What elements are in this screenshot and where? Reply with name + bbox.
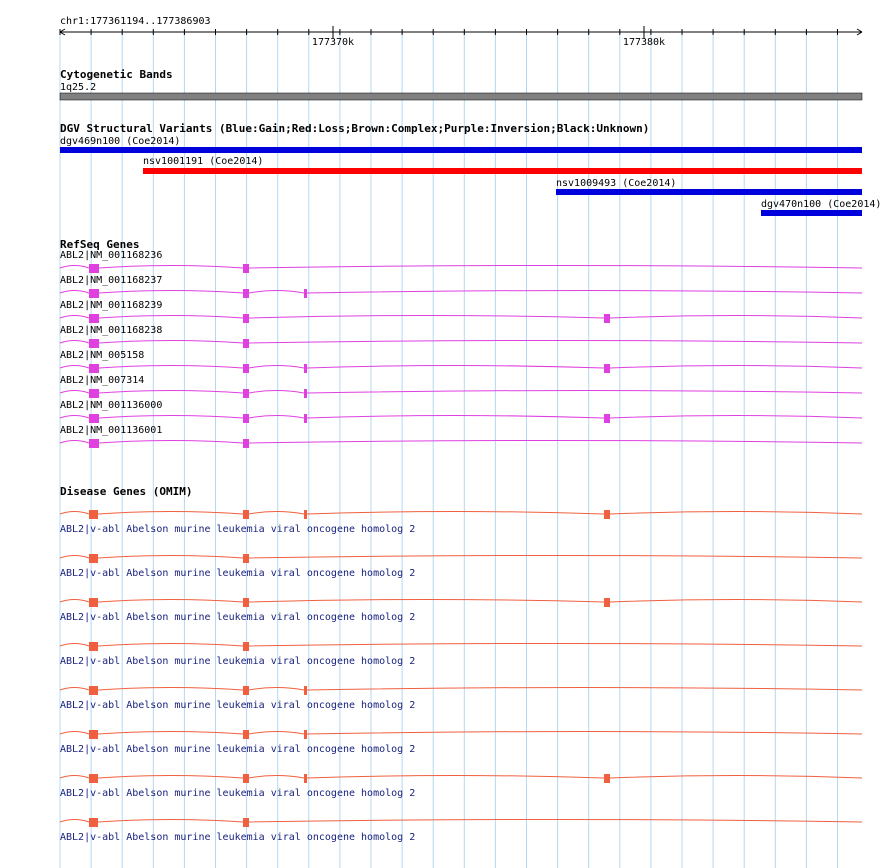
intron-line bbox=[610, 776, 862, 779]
intron-line bbox=[249, 688, 304, 691]
intron-line bbox=[610, 512, 862, 515]
exon-block bbox=[89, 774, 98, 783]
exon-block bbox=[89, 510, 98, 519]
exon-block bbox=[243, 774, 249, 783]
exon-block bbox=[89, 554, 98, 563]
intron-line bbox=[307, 512, 604, 515]
intron-line bbox=[60, 776, 89, 779]
refseq-transcript[interactable] bbox=[60, 439, 862, 448]
intron-line bbox=[307, 416, 604, 419]
transcript-label: ABL2|NM_001136000 bbox=[60, 400, 163, 411]
intron-line bbox=[307, 391, 862, 394]
intron-line bbox=[249, 776, 304, 779]
intron-line bbox=[307, 776, 604, 779]
omim-gene[interactable] bbox=[60, 818, 862, 827]
intron-line bbox=[60, 291, 89, 294]
intron-line bbox=[98, 644, 243, 647]
intron-line bbox=[99, 266, 243, 269]
exon-block bbox=[243, 510, 249, 519]
intron-line bbox=[60, 512, 89, 515]
omim-gene-label: ABL2|v-abl Abelson murine leukemia viral oncogene homolog 2 bbox=[60, 612, 416, 623]
variant-loss-bar[interactable] bbox=[143, 168, 862, 174]
intron-line bbox=[99, 391, 243, 394]
exon-block bbox=[243, 314, 249, 323]
exon-block bbox=[304, 774, 307, 783]
intron-line bbox=[99, 366, 243, 369]
intron-line bbox=[99, 341, 243, 344]
exon-block bbox=[304, 510, 307, 519]
dgv-track bbox=[60, 122, 881, 216]
omim-gene[interactable] bbox=[60, 642, 862, 651]
intron-line bbox=[60, 391, 89, 394]
refseq-transcript[interactable] bbox=[60, 389, 862, 398]
intron-line bbox=[99, 291, 243, 294]
cytoband-label: 1q25.2 bbox=[60, 82, 97, 93]
exon-block bbox=[243, 642, 249, 651]
intron-line bbox=[249, 600, 604, 603]
omim-gene[interactable] bbox=[60, 774, 862, 783]
intron-line bbox=[60, 688, 89, 691]
exon-block bbox=[243, 598, 249, 607]
transcript-label: ABL2|NM_001168237 bbox=[60, 275, 163, 286]
omim-gene-label: ABL2|v-abl Abelson murine leukemia viral oncogene homolog 2 bbox=[60, 656, 416, 667]
exon-block bbox=[89, 339, 99, 348]
intron-line bbox=[99, 416, 243, 419]
exon-block bbox=[89, 389, 99, 398]
exon-block bbox=[243, 414, 249, 423]
refseq-track-title: RefSeq Genes bbox=[60, 238, 140, 251]
intron-line bbox=[610, 366, 862, 369]
exon-block bbox=[243, 554, 249, 563]
exon-block bbox=[604, 314, 610, 323]
exon-block bbox=[243, 818, 249, 827]
exon-block bbox=[604, 774, 610, 783]
exon-block bbox=[89, 730, 98, 739]
intron-line bbox=[307, 688, 862, 691]
omim-track-title: Disease Genes (OMIM) bbox=[60, 485, 193, 498]
refseq-transcript[interactable] bbox=[60, 364, 862, 373]
intron-line bbox=[60, 556, 89, 559]
exon-block bbox=[89, 364, 99, 373]
intron-line bbox=[249, 291, 304, 294]
intron-line bbox=[98, 556, 243, 559]
intron-line bbox=[249, 512, 304, 515]
intron-line bbox=[60, 820, 89, 823]
intron-line bbox=[98, 732, 243, 735]
transcript-label: ABL2|NM_001168238 bbox=[60, 325, 163, 336]
variant-gain-bar[interactable] bbox=[60, 147, 862, 153]
exon-block bbox=[604, 364, 610, 373]
intron-line bbox=[249, 441, 862, 444]
cytoband-bar[interactable] bbox=[60, 93, 862, 100]
exon-block bbox=[89, 818, 98, 827]
exon-block bbox=[243, 289, 249, 298]
intron-line bbox=[99, 441, 243, 444]
exon-block bbox=[89, 439, 99, 448]
intron-line bbox=[249, 366, 304, 369]
intron-line bbox=[60, 266, 89, 269]
intron-line bbox=[610, 416, 862, 419]
intron-line bbox=[249, 416, 304, 419]
coordinate-ruler[interactable] bbox=[60, 16, 862, 48]
refseq-transcript[interactable] bbox=[60, 314, 862, 323]
region-label: chr1:177361194..177386903 bbox=[60, 16, 211, 27]
intron-line bbox=[610, 316, 862, 319]
exon-block bbox=[304, 289, 307, 298]
transcript-label: ABL2|NM_007314 bbox=[60, 375, 145, 386]
intron-line bbox=[98, 688, 243, 691]
transcript-label: ABL2|NM_001168239 bbox=[60, 300, 163, 311]
intron-line bbox=[60, 644, 89, 647]
omim-gene[interactable] bbox=[60, 686, 862, 695]
variant-label: nsv1001191 (Coe2014) bbox=[143, 156, 264, 167]
ruler-tick-label: 177370k bbox=[311, 37, 355, 48]
transcript-label: ABL2|NM_001136001 bbox=[60, 425, 163, 436]
intron-line bbox=[60, 341, 89, 344]
omim-gene[interactable] bbox=[60, 730, 862, 739]
exon-block bbox=[243, 686, 249, 695]
intron-line bbox=[307, 732, 862, 735]
omim-gene-label: ABL2|v-abl Abelson murine leukemia viral oncogene homolog 2 bbox=[60, 700, 416, 711]
intron-line bbox=[610, 600, 862, 603]
intron-line bbox=[249, 732, 304, 735]
omim-track bbox=[60, 485, 862, 843]
intron-line bbox=[249, 266, 862, 269]
exon-block bbox=[89, 314, 99, 323]
intron-line bbox=[249, 556, 862, 559]
exon-block bbox=[243, 439, 249, 448]
intron-line bbox=[249, 644, 862, 647]
omim-gene[interactable] bbox=[60, 510, 862, 519]
exon-block bbox=[304, 364, 307, 373]
intron-line bbox=[60, 366, 89, 369]
intron-line bbox=[60, 416, 89, 419]
intron-line bbox=[60, 441, 89, 444]
exon-block bbox=[89, 598, 98, 607]
transcript-label: ABL2|NM_005158 bbox=[60, 350, 145, 361]
exon-block bbox=[243, 264, 249, 273]
exon-block bbox=[304, 686, 307, 695]
exon-block bbox=[243, 389, 249, 398]
dgv-track-title: DGV Structural Variants (Blue:Gain;Red:Loss;Brown:Complex;Purple:Inversion;Black:Unknown) bbox=[60, 122, 650, 135]
refseq-transcript[interactable] bbox=[60, 414, 862, 423]
intron-line bbox=[307, 291, 862, 294]
refseq-transcript[interactable] bbox=[60, 339, 862, 348]
intron-line bbox=[98, 512, 243, 515]
intron-line bbox=[307, 366, 604, 369]
exon-block bbox=[89, 686, 98, 695]
intron-line bbox=[98, 600, 243, 603]
exon-block bbox=[304, 389, 307, 398]
exon-block bbox=[304, 414, 307, 423]
variant-gain-bar[interactable] bbox=[556, 189, 862, 195]
intron-line bbox=[249, 341, 862, 344]
intron-line bbox=[249, 391, 304, 394]
omim-gene[interactable] bbox=[60, 554, 862, 563]
variant-label: nsv1009493 (Coe2014) bbox=[556, 178, 677, 189]
cytoband-track-title: Cytogenetic Bands bbox=[60, 68, 173, 81]
omim-gene-label: ABL2|v-abl Abelson murine leukemia viral oncogene homolog 2 bbox=[60, 788, 416, 799]
exon-block bbox=[604, 598, 610, 607]
exon-block bbox=[243, 339, 249, 348]
omim-gene-label: ABL2|v-abl Abelson murine leukemia viral oncogene homolog 2 bbox=[60, 832, 416, 843]
intron-line bbox=[60, 316, 89, 319]
exon-block bbox=[89, 642, 98, 651]
intron-line bbox=[249, 820, 862, 823]
exon-block bbox=[604, 510, 610, 519]
exon-block bbox=[304, 730, 307, 739]
cytoband-track bbox=[60, 68, 862, 100]
transcript-label: ABL2|NM_001168236 bbox=[60, 250, 163, 261]
exon-block bbox=[243, 730, 249, 739]
intron-line bbox=[249, 316, 604, 319]
variant-label: dgv470n100 (Coe2014) bbox=[761, 199, 882, 210]
intron-line bbox=[99, 316, 243, 319]
intron-line bbox=[60, 732, 89, 735]
ruler-tick-label: 177380k bbox=[622, 37, 666, 48]
omim-gene[interactable] bbox=[60, 598, 862, 607]
omim-gene-label: ABL2|v-abl Abelson murine leukemia viral oncogene homolog 2 bbox=[60, 568, 416, 579]
intron-line bbox=[98, 820, 243, 823]
omim-gene-label: ABL2|v-abl Abelson murine leukemia viral oncogene homolog 2 bbox=[60, 524, 416, 535]
exon-block bbox=[604, 414, 610, 423]
intron-line bbox=[60, 600, 89, 603]
refseq-transcript[interactable] bbox=[60, 264, 862, 273]
variant-gain-bar[interactable] bbox=[761, 210, 862, 216]
intron-line bbox=[98, 776, 243, 779]
refseq-transcript[interactable] bbox=[60, 289, 862, 298]
exon-block bbox=[89, 414, 99, 423]
exon-block bbox=[89, 289, 99, 298]
variant-label: dgv469n100 (Coe2014) bbox=[60, 136, 181, 147]
exon-block bbox=[89, 264, 99, 273]
omim-gene-label: ABL2|v-abl Abelson murine leukemia viral oncogene homolog 2 bbox=[60, 744, 416, 755]
exon-block bbox=[243, 364, 249, 373]
refseq-track bbox=[60, 238, 862, 448]
